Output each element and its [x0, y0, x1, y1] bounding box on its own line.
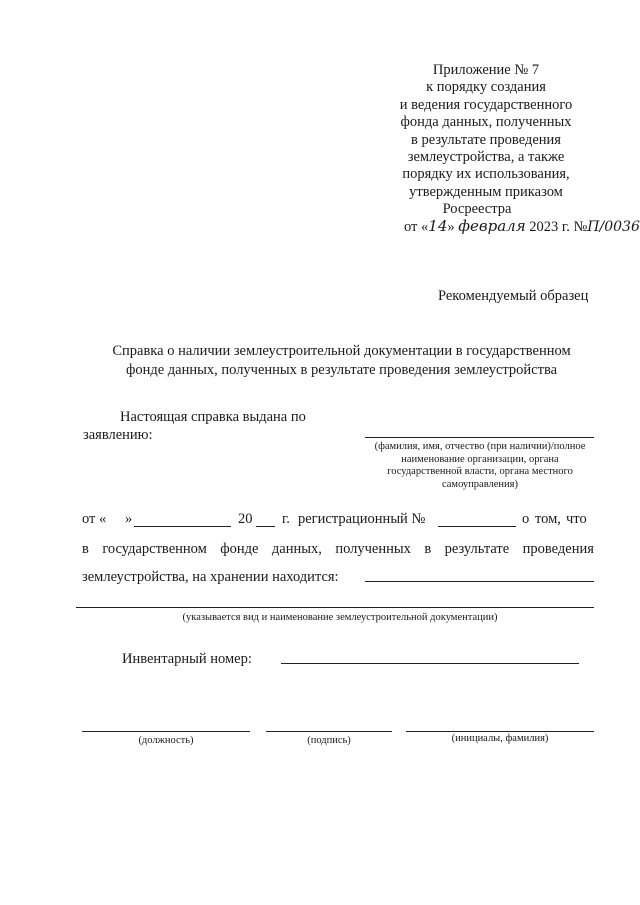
order-prefix: от « — [404, 219, 429, 235]
initials-caption: (инициалы, фамилия) — [451, 733, 549, 744]
fund-word: результате — [444, 541, 510, 557]
approval-line: к порядку создания — [426, 79, 546, 96]
inventory-number-line[interactable] — [281, 663, 579, 664]
order-year: 2023 г. № — [529, 219, 588, 235]
order-day-handwritten: 14 — [428, 217, 448, 235]
fund-word: в — [424, 541, 432, 557]
fund-word: государственном — [102, 541, 207, 557]
order-line — [404, 218, 640, 236]
fund-row — [82, 541, 594, 558]
applicant-line[interactable] — [365, 437, 594, 438]
order-month-handwritten: февраля — [458, 217, 526, 235]
storage-label: землеустройства, на хранении находится: — [82, 569, 339, 585]
fund-word: данных, — [271, 541, 322, 557]
fund-word: проведения — [522, 541, 594, 557]
title-line-2: фонде данных, полученных в результате проведения землеустройства — [125, 362, 558, 379]
applicant-hint-line: самоуправления) — [441, 478, 518, 490]
registration-label: регистрационный № — [298, 511, 426, 527]
approval-block — [360, 62, 612, 219]
applicant-hint — [356, 441, 604, 491]
what-word: что — [566, 511, 587, 527]
that-word: том, — [535, 511, 561, 527]
approval-line: Росреестра — [442, 201, 512, 218]
date-year-line[interactable] — [256, 526, 275, 527]
order-number-handwritten: П/0036 — [587, 219, 640, 235]
signature-caption: (подпись) — [307, 735, 351, 746]
applicant-hint-line: государственной власти, органа местного — [387, 466, 573, 477]
fund-word: полученных — [335, 541, 411, 557]
approval-line: в результате проведения — [411, 131, 561, 148]
inventory-label: Инвентарный номер: — [122, 651, 252, 667]
approval-line: землеустройства, а также — [407, 149, 565, 166]
approval-line: Приложение № 7 — [432, 62, 540, 78]
date-from: от « — [82, 511, 107, 527]
applicant-hint-line: (фамилия, имя, отчество (при наличии)/полное — [374, 441, 586, 452]
documentation-hint: (указывается вид и наименование землеустроительной документации) — [182, 612, 498, 623]
fund-word: в — [82, 541, 89, 557]
approval-line: утвержденным приказом — [409, 183, 563, 200]
about-word: о — [522, 511, 530, 527]
order-mid: » — [447, 219, 455, 235]
date-month-line[interactable] — [134, 526, 231, 527]
documentation-line[interactable] — [76, 607, 594, 608]
position-caption: (должность) — [138, 735, 194, 746]
date-year-suffix: г. — [282, 511, 290, 527]
issued-line-2: заявлению: — [83, 427, 153, 443]
position-line[interactable] — [82, 731, 250, 732]
signature-line[interactable] — [266, 731, 392, 732]
registration-number-line[interactable] — [438, 526, 516, 527]
document-title — [60, 343, 623, 380]
approval-line: порядку их использования, — [402, 166, 570, 183]
title-line-1: Справка о наличии землеустроительной документации в государственном — [112, 343, 571, 359]
applicant-hint-line: наименование организации, органа — [401, 453, 559, 465]
date-close-quote: » — [125, 511, 133, 527]
approval-line: фонда данных, полученных — [400, 114, 572, 131]
issued-line-1: Настоящая справка выдана по — [120, 409, 306, 425]
approval-line: и ведения государственного — [399, 96, 573, 113]
initials-line[interactable] — [406, 731, 594, 732]
recommended-sample-label: Рекомендуемый образец — [438, 288, 589, 304]
date-century: 20 — [238, 511, 253, 527]
storage-line[interactable] — [365, 581, 594, 582]
fund-word: фонде — [220, 541, 259, 557]
